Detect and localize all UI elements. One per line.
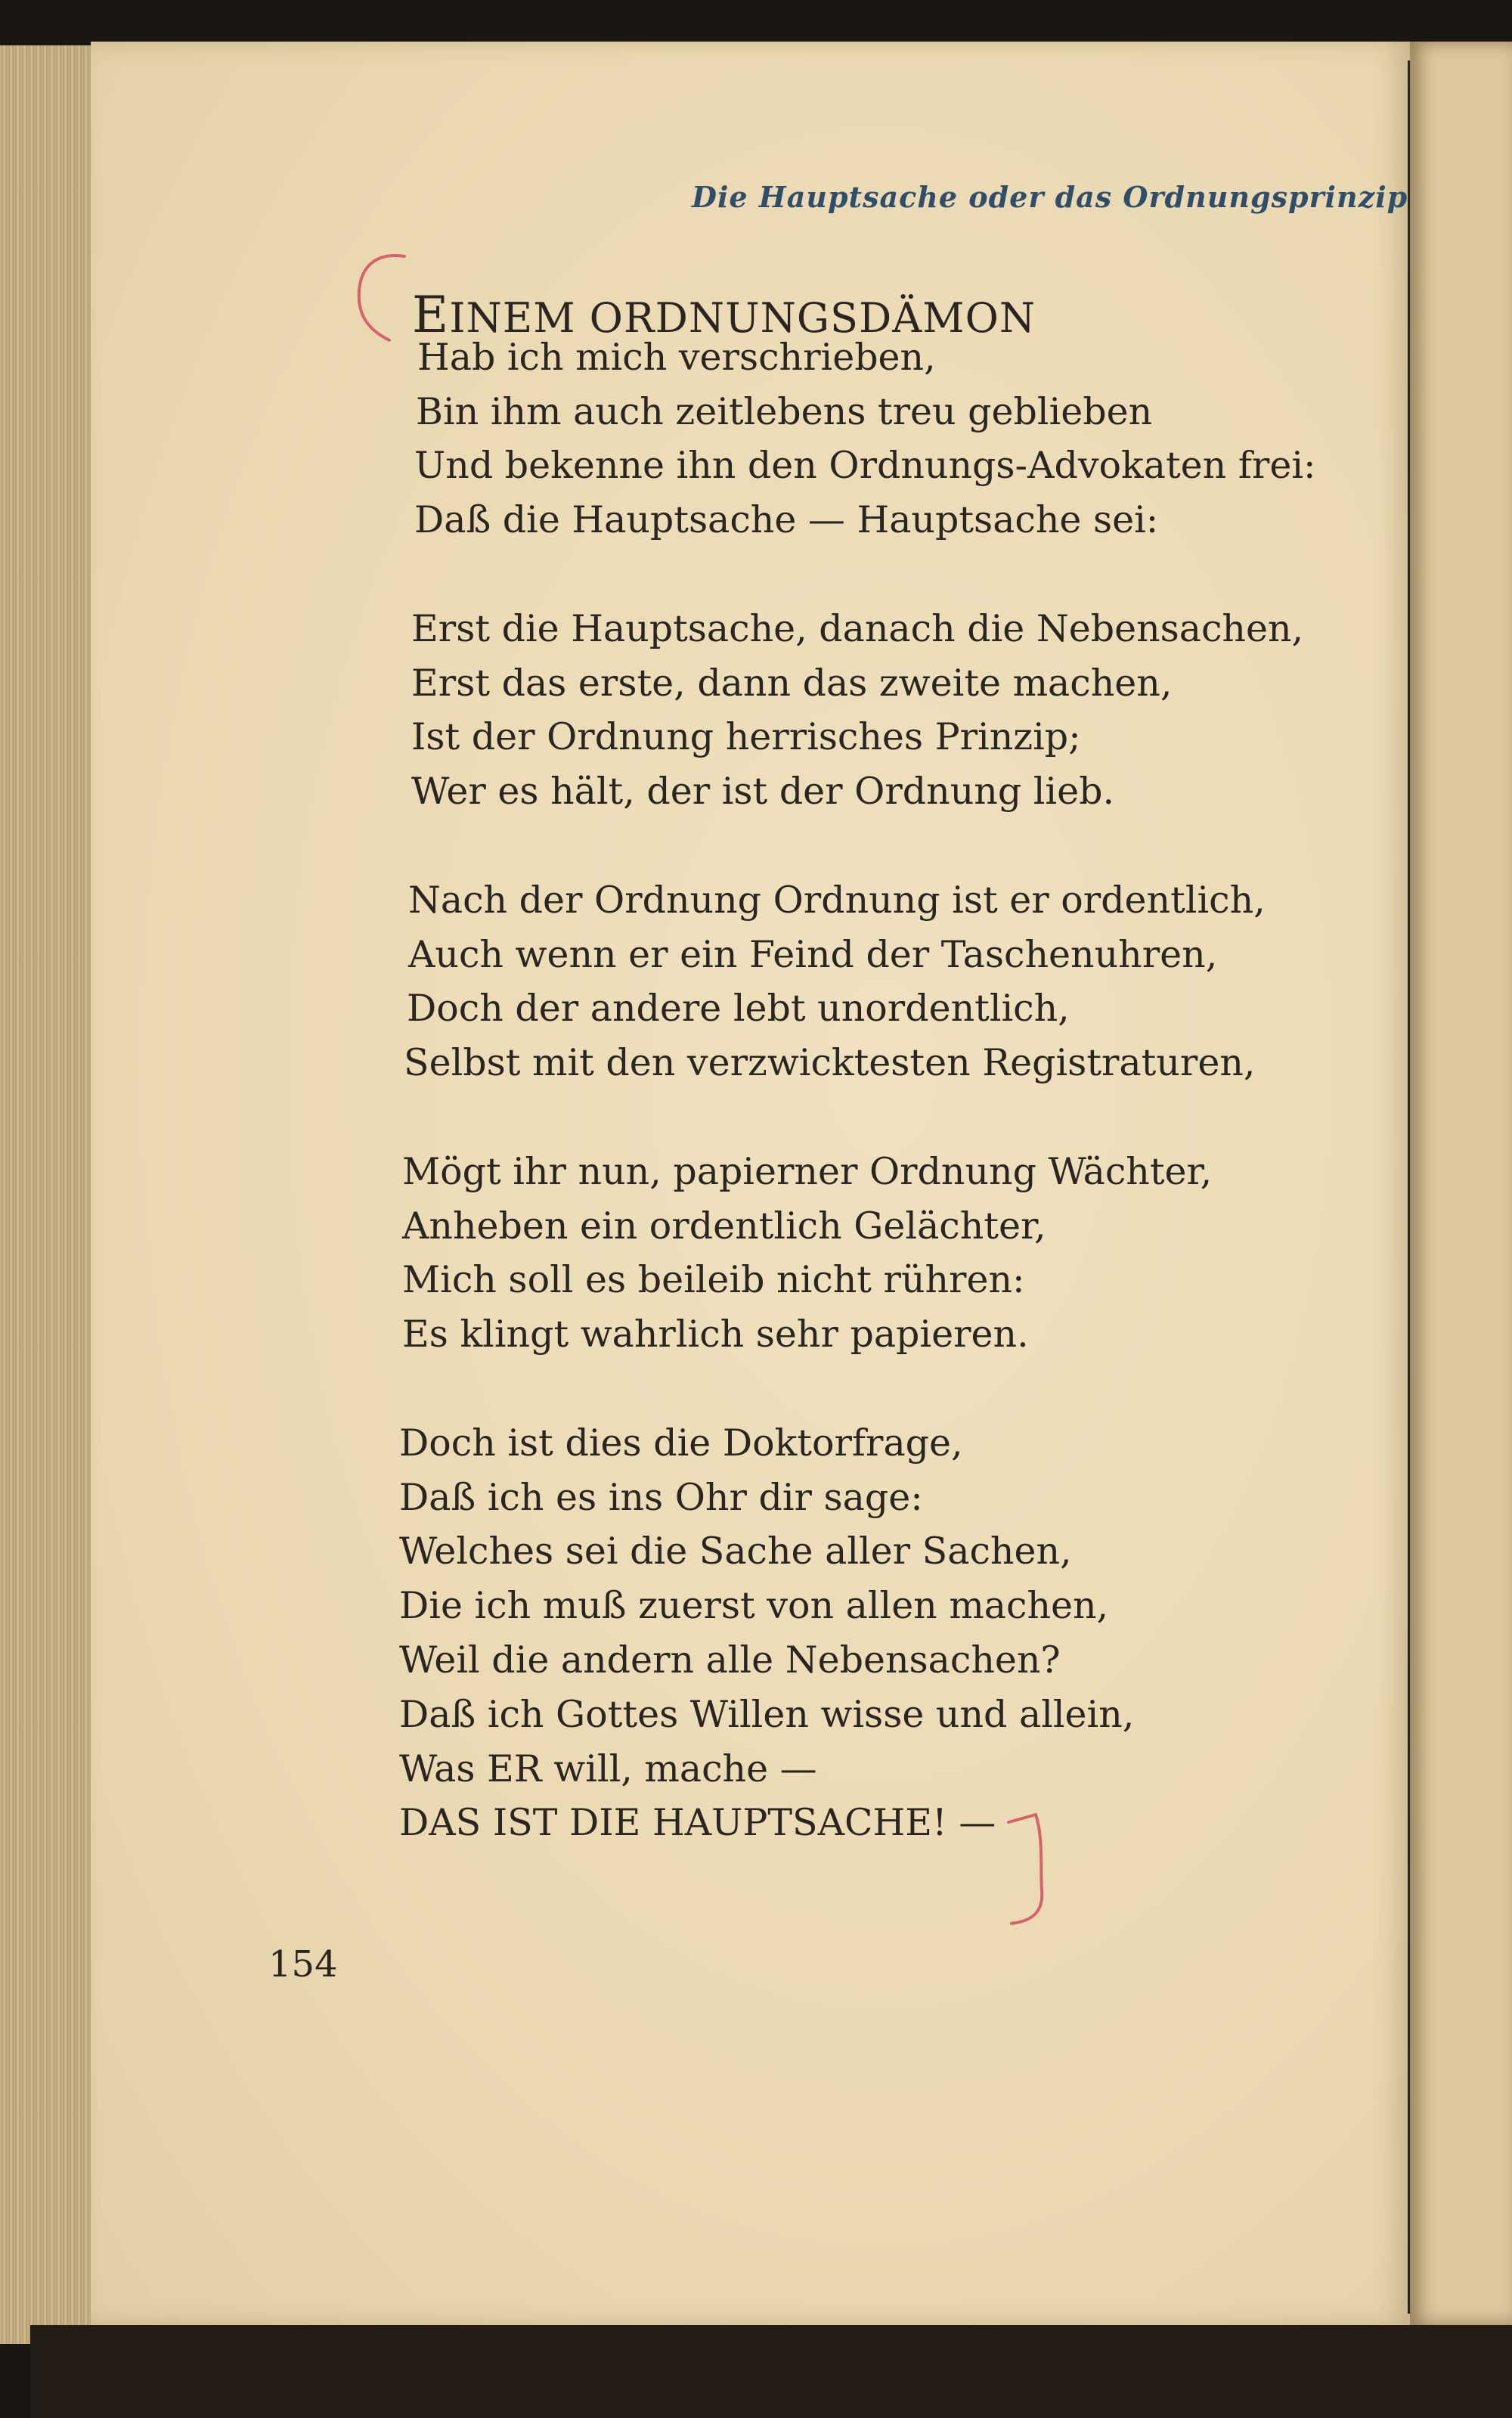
page-number: 154 [268, 1943, 338, 1986]
book-bottom-edge [30, 2325, 1512, 2418]
poem-line: Daß die Hauptsache — Hauptsache sei: [414, 498, 1159, 542]
poem-line: Doch der andere lebt unordentlich, [407, 987, 1070, 1031]
facing-page-edge [1410, 42, 1512, 2325]
poem-title-initial: E [412, 286, 450, 344]
poem-line: Was ER will, mache — [399, 1747, 817, 1790]
poem-line: Hab ich mich verschrieben, [417, 335, 936, 379]
poem-line: Weil die andern alle Nebensachen? [399, 1638, 1061, 1682]
poem-line: Erst das erste, dann das zweite machen, [411, 661, 1173, 705]
poem-line: Es klingt wahrlich sehr papieren. [402, 1313, 1029, 1356]
poem-line: Ist der Ordnung herrisches Prinzip; [411, 715, 1081, 759]
poem-line: Und bekenne ihn den Ordnungs-Advokaten frei: [414, 444, 1316, 488]
running-head: Die Hauptsache oder das Ordnungsprinzip [692, 180, 1408, 214]
red-pencil-end-mark [1005, 1807, 1066, 1928]
poem-title-rest: INEM ORDNUNGSDÄMON [449, 294, 1036, 342]
poem-line: Wer es hält, der ist der Ordnung lieb. [411, 770, 1115, 814]
poem-line: Daß ich es ins Ohr dir sage: [399, 1475, 923, 1519]
poem-line: Selbst mit den verzwicktesten Registraturen, [404, 1041, 1256, 1085]
book-page-edges [0, 45, 98, 2344]
poem-line: Mögt ihr nun, papierner Ordnung Wächter, [402, 1149, 1213, 1193]
poem-line: Die ich muß zuerst von allen machen, [399, 1584, 1109, 1628]
poem-line: DAS IST DIE HAUPTSACHE! — [399, 1801, 996, 1845]
red-pencil-start-mark [344, 246, 412, 352]
poem-line: Erst die Hauptsache, danach die Nebensachen, [411, 606, 1304, 650]
poem-line: Mich soll es beileib nicht rühren: [402, 1258, 1025, 1302]
poem-line: Auch wenn er ein Feind der Taschenuhren, [408, 932, 1218, 976]
poem-line: Anheben ein ordentlich Gelächter, [402, 1204, 1046, 1248]
poem-line: Bin ihm auch zeitlebens treu geblieben [416, 389, 1153, 433]
poem-line: Nach der Ordnung Ordnung ist er ordentlich, [408, 878, 1266, 922]
poem-body [399, 276, 1352, 1850]
poem-line: Daß ich Gottes Willen wisse und allein, [399, 1692, 1135, 1736]
poem-line: Doch ist dies die Doktorfrage, [399, 1421, 963, 1465]
poem-line: Welches sei die Sache aller Sachen, [399, 1530, 1072, 1573]
